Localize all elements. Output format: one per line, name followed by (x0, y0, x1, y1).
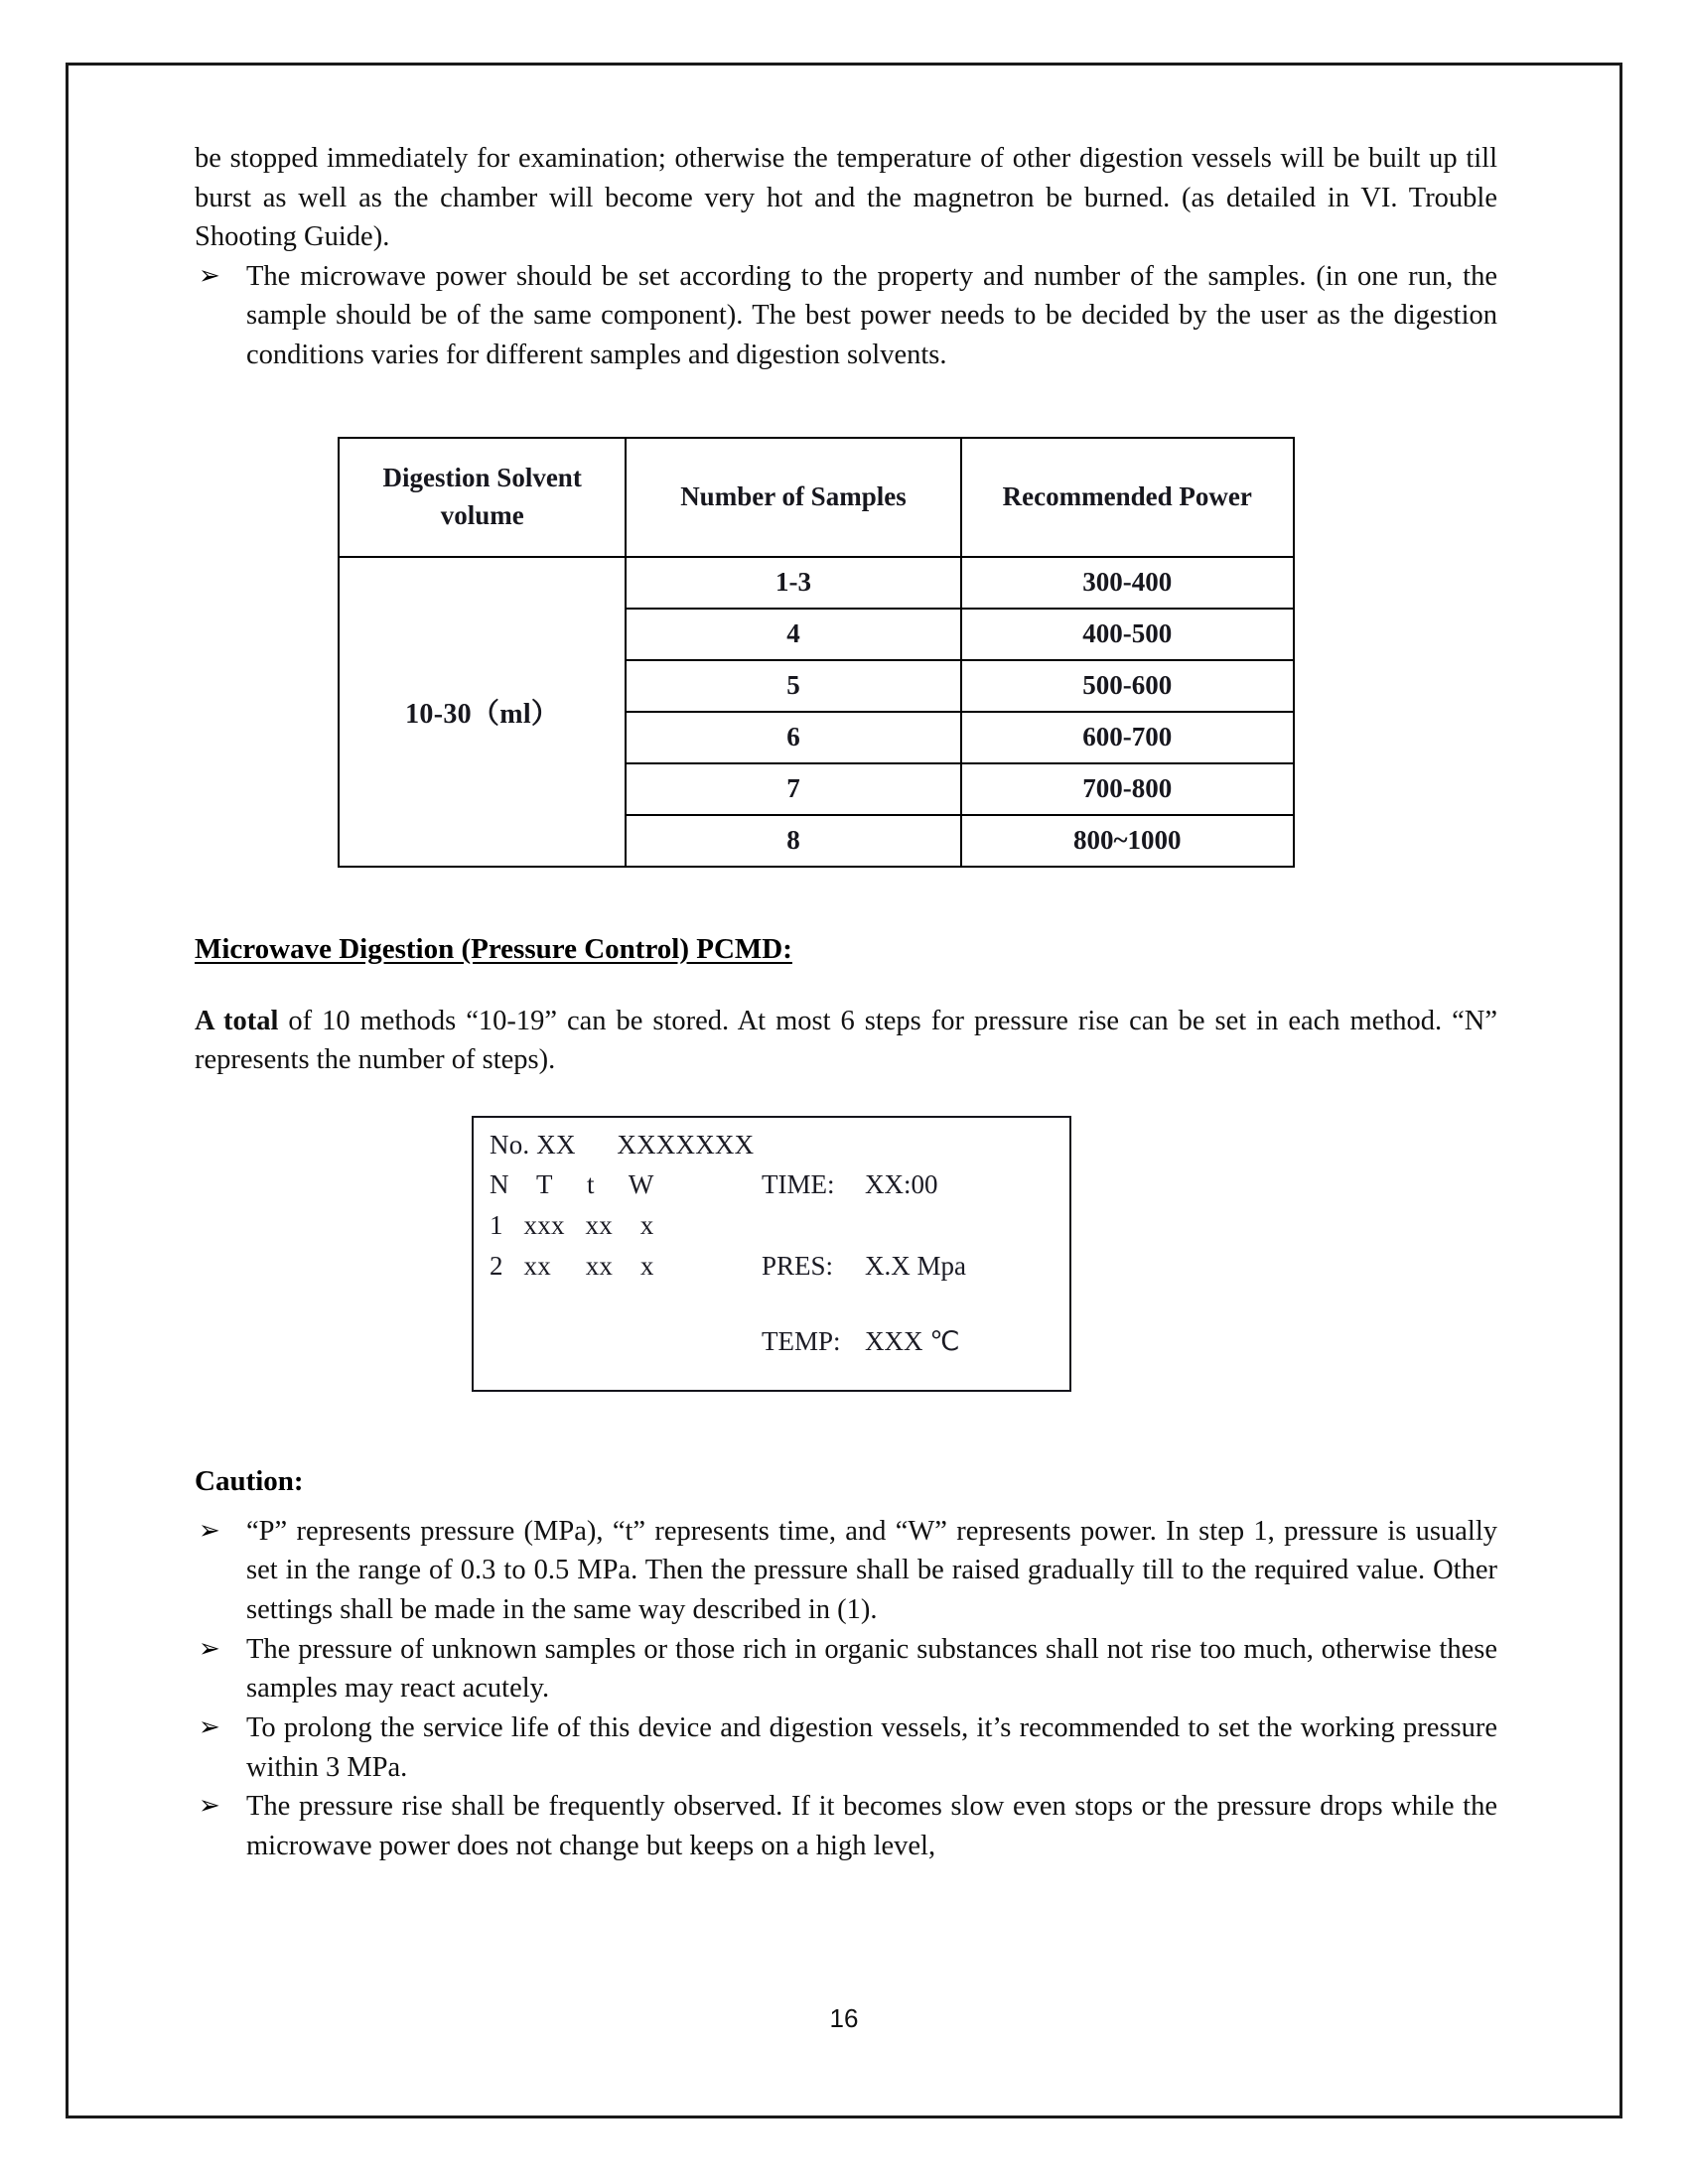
cell-power: 800~1000 (961, 815, 1294, 867)
lead-bold: A total (195, 1005, 279, 1036)
cell-volume-value: 10-30（ml） (339, 557, 626, 867)
list-item-text: To prolong the service life of this device and digestion vessels, it’s recommended to set the working pressure within 3 MPa. (246, 1711, 1497, 1783)
list-item (195, 1630, 1497, 1708)
cell-power: 300-400 (961, 557, 1294, 609)
controller-display-panel (472, 1116, 1071, 1392)
arrow-bullet-icon: ➢ (199, 1791, 220, 1821)
display-panel-wrapper (195, 1116, 1497, 1392)
table-row (339, 557, 1294, 609)
panel-pressure-label: PRES: (762, 1250, 834, 1281)
list-item (195, 1708, 1497, 1787)
panel-pressure-row (762, 1251, 966, 1282)
arrow-bullet-icon: ➢ (199, 1711, 220, 1741)
cell-samples: 5 (626, 660, 960, 712)
caution-heading: Caution: (195, 1464, 304, 1497)
panel-pressure-value: X.X Mpa (865, 1250, 966, 1281)
arrow-bullet-icon: ➢ (199, 260, 220, 290)
panel-line-columns: N T t W (490, 1168, 654, 1199)
cell-samples: 6 (626, 712, 960, 763)
panel-temperature-row (762, 1326, 960, 1357)
continued-paragraph: be stopped immediately for examination; otherwise the temperature of other digestion vessels will be built up till burst as well as the chamber will become very hot and the magnetron be burned. (as detailed in VI. Trouble Shooting Guide). (195, 143, 1497, 253)
cell-samples: 8 (626, 815, 960, 867)
list-item-text: The pressure rise shall be frequently observed. If it becomes slow even stops or the pressure drops while the microwave power does not change but keeps on a high level, (246, 1791, 1497, 1861)
cell-samples: 4 (626, 609, 960, 660)
column-header-digestion-solvent-volume (339, 438, 626, 557)
caution-bullet-list (195, 1512, 1497, 1865)
page-number: 16 (829, 2003, 859, 2033)
column-header-recommended-power: Recommended Power (961, 438, 1294, 557)
cell-power: 500-600 (961, 660, 1294, 712)
pcmd-lead-paragraph (195, 1002, 1497, 1080)
list-item (195, 257, 1497, 375)
list-item-text: The microwave power should be set according to the property and number of the samples. (in one run, the sample should be of the same component). The best power needs to be decided by the user as the digestion conditions varies for different samples and digestion solvents. (246, 260, 1497, 371)
column-header-number-of-samples: Number of Samples (626, 438, 960, 557)
arrow-bullet-icon: ➢ (199, 1515, 220, 1545)
list-item (195, 1512, 1497, 1630)
list-item-text: “P” represents pressure (MPa), “t” represents time, and “W” represents power. In step 1, pressure is usually set in the range of 0.3 to 0.5 MPa. Then the pressure shall be raised gradually till to the required value. Other settings shall be made in the same way described in (1). (246, 1515, 1497, 1626)
panel-time-value: XX:00 (865, 1168, 938, 1199)
panel-temperature-label: TEMP: (762, 1325, 841, 1356)
list-item-text: The pressure of unknown samples or those rich in organic substances shall not rise too much, otherwise these samples may react acutely. (246, 1633, 1497, 1705)
panel-temperature-value: XXX ℃ (865, 1325, 960, 1356)
intro-bullet-list (195, 257, 1497, 375)
page-content (195, 139, 1497, 1865)
panel-time-row (762, 1169, 938, 1200)
header-line-2: volume (440, 499, 524, 530)
cell-samples: 7 (626, 763, 960, 815)
arrow-bullet-icon: ➢ (199, 1633, 220, 1663)
panel-line-method: No. XX XXXXXXX (490, 1129, 755, 1160)
list-item (195, 1787, 1497, 1865)
header-line-1: Digestion Solvent (382, 463, 582, 493)
cell-power: 600-700 (961, 712, 1294, 763)
cell-power: 400-500 (961, 609, 1294, 660)
panel-line-step-1: 1 xxx xx x (490, 1209, 654, 1240)
section-heading-pcmd: Microwave Digestion (Pressure Control) PCMD: (195, 932, 792, 965)
lead-rest: of 10 methods “10-19” can be stored. At most 6 steps for pressure rise can be set in each method. “N” represents the number of steps). (195, 1005, 1497, 1076)
cell-samples: 1-3 (626, 557, 960, 609)
recommended-power-table (338, 437, 1295, 868)
panel-time-label: TIME: (762, 1168, 835, 1199)
power-table-wrapper (195, 437, 1497, 868)
cell-power: 700-800 (961, 763, 1294, 815)
panel-line-step-2: 2 xx xx x (490, 1250, 654, 1281)
table-header-row (339, 438, 1294, 557)
